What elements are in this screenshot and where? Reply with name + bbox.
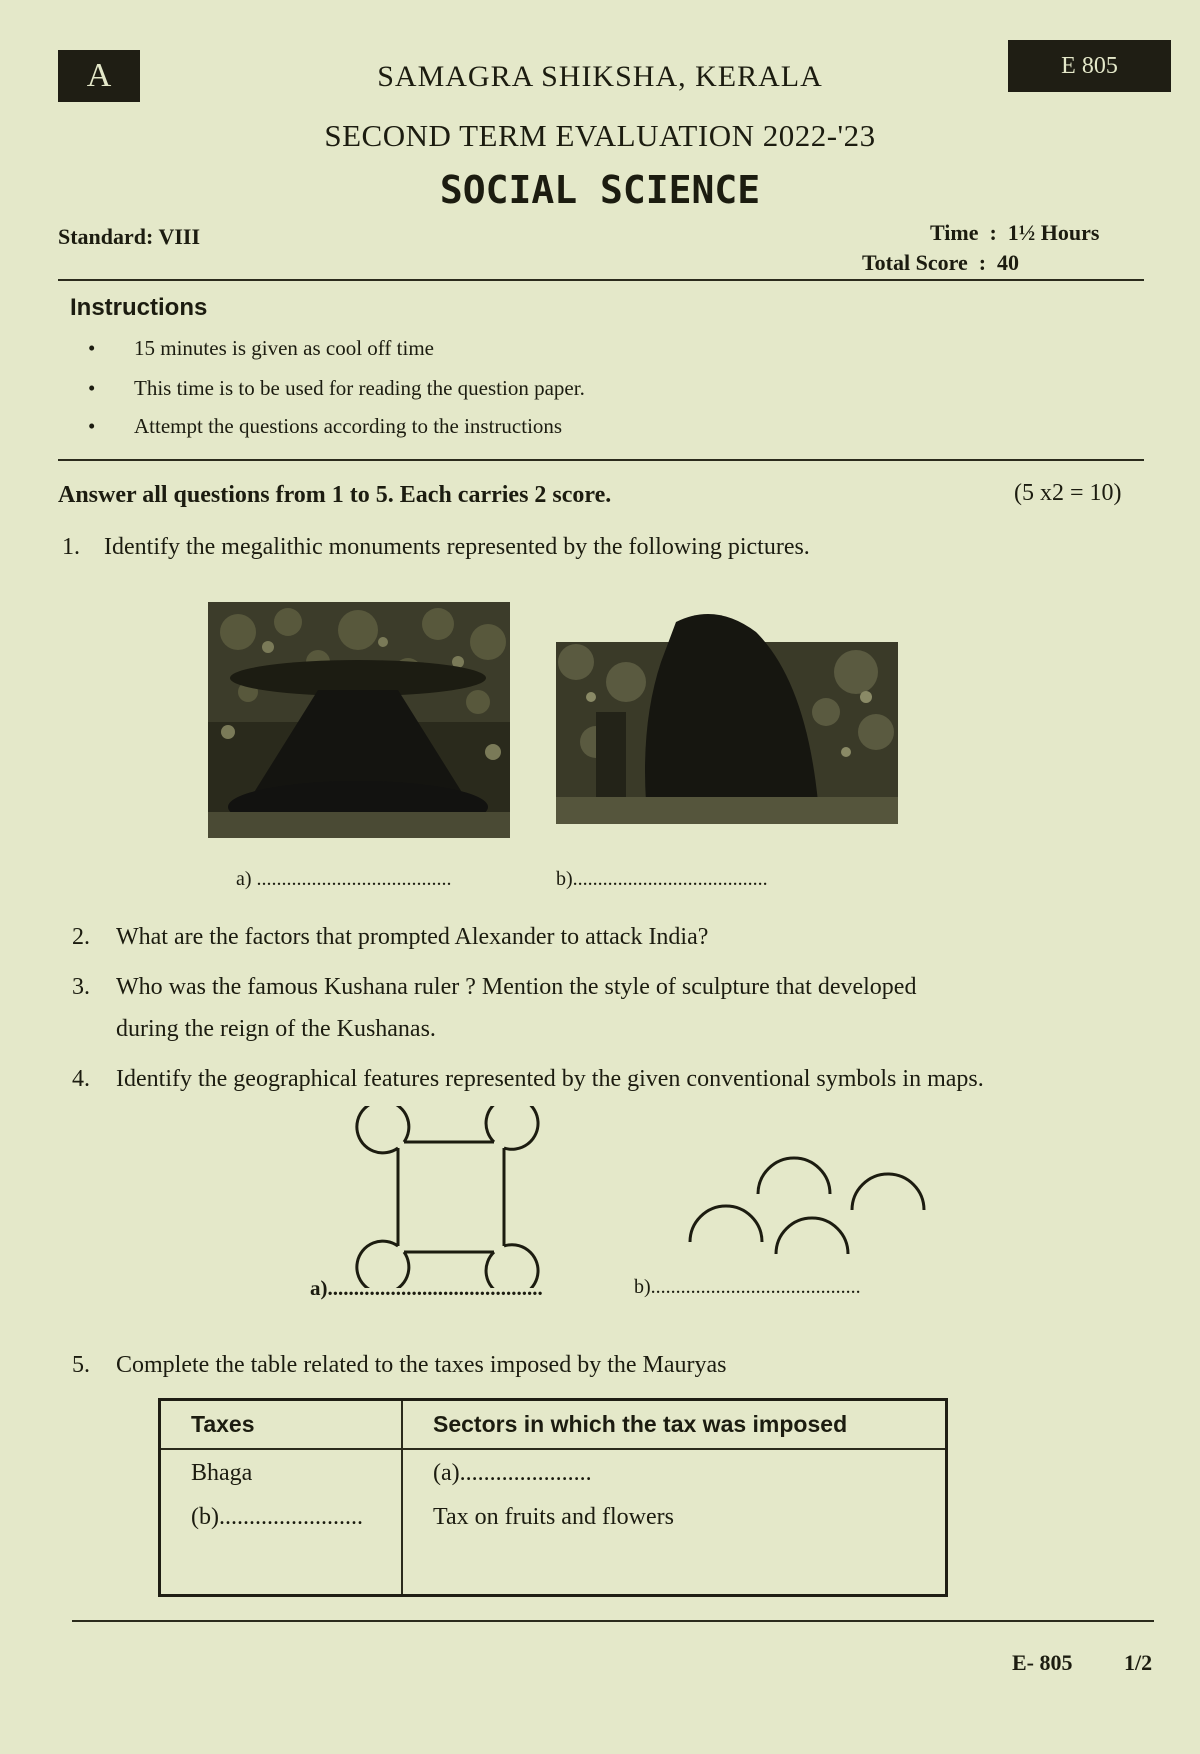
question-number: 5.	[72, 1352, 90, 1378]
instruction-text: 15 minutes is given as cool off time	[134, 336, 434, 360]
footer-page: 1/2	[1124, 1650, 1153, 1675]
question-3-line-1: Who was the famous Kushana ruler ? Mention the style of sculpture that developed	[116, 974, 917, 1000]
total-score-label: Total Score : 40	[862, 250, 1020, 275]
sectors-cell	[402, 1449, 947, 1596]
instructions-divider	[58, 459, 1144, 461]
question-number: 1.	[62, 534, 80, 560]
question-number: 3.	[72, 974, 90, 1000]
sector-text: Tax on fruits and flowers	[433, 1504, 674, 1530]
instruction-item: • 15 minutes is given as cool off time	[88, 336, 434, 360]
section-score: (5 x2 = 10)	[1014, 480, 1122, 506]
instruction-item: • Attempt the questions according to the instructions	[88, 414, 563, 438]
table-header-sectors: Sectors in which the tax was imposed	[402, 1400, 947, 1450]
instruction-text: This time is to be used for reading the question paper.	[134, 376, 585, 400]
table-header-row	[160, 1400, 947, 1450]
instruction-item: • This time is to be used for reading the question paper.	[88, 376, 585, 400]
time-label: Time : 1½ Hours	[930, 220, 1100, 245]
tank-symbol-icon	[354, 1106, 550, 1288]
footer-divider	[72, 1620, 1154, 1622]
header-divider	[58, 279, 1144, 281]
sector-blank: (a)......................	[433, 1460, 592, 1486]
hillocks-symbol-icon	[680, 1150, 932, 1260]
question-number: 4.	[72, 1066, 90, 1092]
mauryan-tax-table	[158, 1398, 948, 1597]
section-title: Answer all questions from 1 to 5. Each carries 2 score.	[58, 482, 612, 508]
exam-title: SECOND TERM EVALUATION 2022-'23	[324, 118, 876, 153]
question-3-line-2: during the reign of the Kushanas.	[116, 1016, 436, 1042]
question-4-answer-a: a).........................................	[310, 1276, 543, 1300]
taxes-cell	[160, 1449, 403, 1596]
table-row	[160, 1449, 947, 1596]
set-code-badge: A	[58, 50, 140, 102]
paper-code-badge: E 805	[1008, 40, 1171, 92]
footer-code: E- 805	[1012, 1650, 1073, 1675]
question-number: 2.	[72, 924, 90, 950]
standard-label: Standard: VIII	[58, 224, 201, 249]
question-1-text: Identify the megalithic monuments represented by the following pictures.	[104, 534, 810, 560]
question-4-answer-b: b)..........................................	[634, 1276, 861, 1298]
tax-name-blank: (b)........................	[191, 1504, 363, 1530]
instructions-heading: Instructions	[70, 294, 208, 321]
instruction-text: Attempt the questions according to the instructions	[134, 414, 563, 438]
question-1-answer-b: b).......................................	[556, 868, 768, 890]
question-2-text: What are the factors that prompted Alexander to attack India?	[116, 924, 709, 950]
dolmen-photo	[208, 602, 510, 838]
organisation-title: SAMAGRA SHIKSHA, KERALA	[377, 60, 823, 93]
subject-title: SOCIAL SCIENCE	[439, 168, 761, 212]
question-4-text: Identify the geographical features represented by the given conventional symbols in maps.	[116, 1066, 984, 1092]
question-5-text: Complete the table related to the taxes imposed by the Mauryas	[116, 1352, 727, 1378]
table-header-taxes: Taxes	[160, 1400, 403, 1450]
tax-name: Bhaga	[191, 1460, 253, 1486]
question-1-answer-a: a) .......................................	[236, 868, 452, 890]
hood-stone-photo	[556, 602, 898, 824]
